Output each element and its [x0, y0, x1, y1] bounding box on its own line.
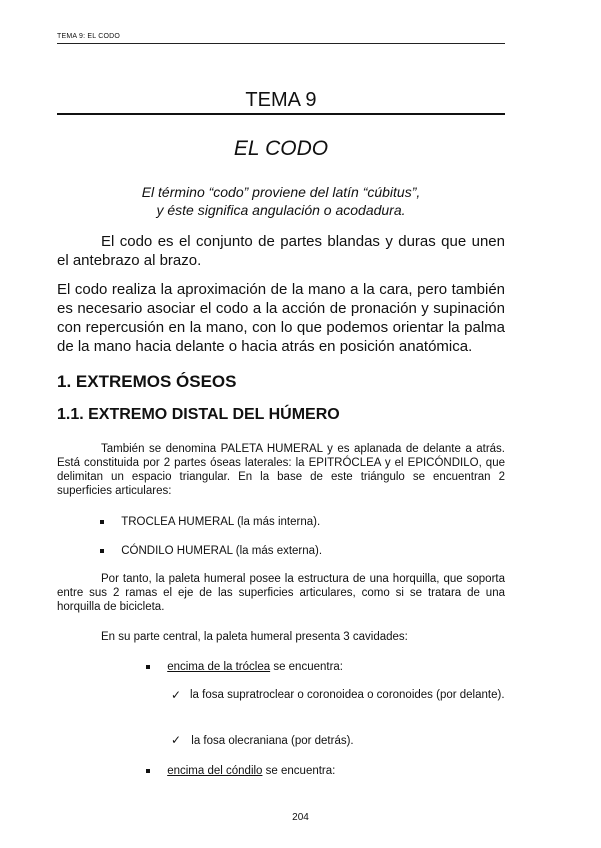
page-number: 204: [292, 812, 309, 823]
body-paragraph-2: Por tanto, la paleta humeral posee la estructura de una horquilla, que soporta entre sus 2 ramas el eje de las superficies articulares, como si se tratara de una horquilla de bicicleta.: [57, 573, 505, 613]
list-item-text: CÓNDILO HUMERAL (la más externa).: [121, 545, 323, 557]
cavity-item: [146, 764, 335, 778]
header-rule: [57, 43, 505, 44]
square-bullet-icon: [100, 549, 104, 553]
body-paragraph-3: En su parte central, la paleta humeral presenta 3 cavidades:: [101, 631, 408, 643]
square-bullet-icon: [100, 520, 104, 524]
check-item-text: la fosa olecraniana (por detrás).: [191, 735, 354, 747]
check-item-text: la fosa supratroclear o coronoidea o coronoides (por delante).: [190, 689, 505, 701]
cavity-item: [146, 660, 343, 674]
cavity-location: encima de la tróclea: [167, 661, 271, 673]
list-item-text: TROCLEA HUMERAL (la más interna).: [121, 516, 321, 528]
chapter-title: EL CODO: [233, 137, 329, 160]
intro-paragraph-2: El codo realiza la aproximación de la mano a la cara, pero también es necesario asociar el codo a la acción de pronación y supinación con repercusión en la mano, con lo que podemos orientar la palma de la mano hacia delante o hacia atrás en posición anatómica.: [57, 281, 505, 355]
epigraph: [100, 183, 462, 219]
cavity-location: encima del cóndilo: [167, 765, 263, 777]
square-bullet-icon: [146, 665, 150, 669]
running-header: TEMA 9: EL CODO: [57, 33, 121, 40]
epigraph-line-1: El término “codo” proviene del latín “cúbitus”,: [141, 184, 421, 200]
chapter-number: TEMA 9: [245, 89, 317, 111]
list-item: [100, 515, 320, 529]
intro-paragraph-1: El codo es el conjunto de partes blandas y duras que unen el antebrazo al brazo.: [57, 233, 505, 269]
list-item: [100, 544, 322, 558]
check-item: [171, 688, 505, 702]
cavity-text: se encuentra:: [270, 661, 344, 673]
body-paragraph-1: También se denomina PALETA HUMERAL y es aplanada de delante a atrás. Está constituida por 2 partes óseas laterales: la EPITRÓCLEA y el EPICÓNDILO, que delimitan un espacio triangular. En la base de este triángulo se encuentran 2 superficies articulares:: [57, 443, 505, 497]
subsection-heading: 1.1. EXTREMO DISTAL DEL HÚMERO: [57, 406, 340, 423]
section-heading: 1. EXTREMOS ÓSEOS: [57, 372, 237, 391]
cavity-text: se encuentra:: [262, 765, 336, 777]
check-item: [171, 733, 354, 748]
checkmark-icon: ✓: [171, 688, 182, 702]
title-rule: [57, 113, 505, 115]
epigraph-line-2: y éste significa angulación o acodadura.: [156, 202, 406, 218]
checkmark-icon: ✓: [171, 733, 182, 747]
square-bullet-icon: [146, 769, 150, 773]
